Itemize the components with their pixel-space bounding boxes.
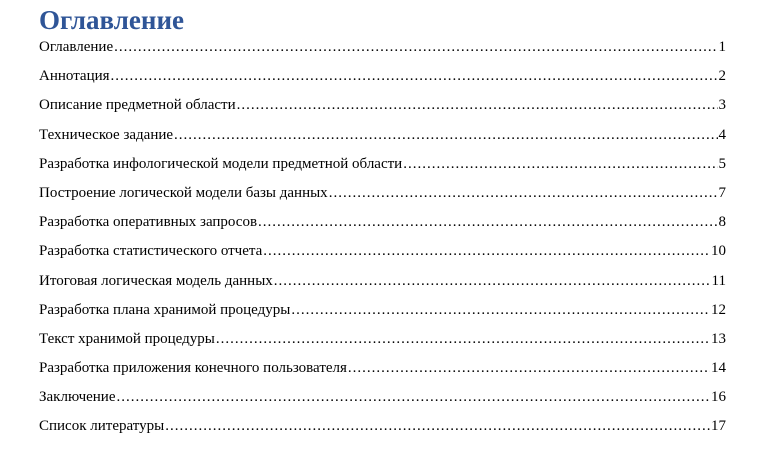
toc-dot-leader: [291, 300, 710, 320]
toc-dot-leader: [165, 416, 710, 436]
toc-page-number: 2: [718, 68, 726, 85]
toc-entry-title: Оглавление: [39, 39, 114, 55]
toc-page-number: 12: [711, 301, 726, 318]
toc-page-number: 13: [711, 330, 726, 347]
toc-entry[interactable]: [39, 125, 726, 154]
toc-entry[interactable]: [39, 416, 726, 445]
toc-page-number: 4: [718, 126, 726, 143]
toc-dot-leader: [274, 271, 711, 291]
toc-entry[interactable]: [39, 212, 726, 241]
toc-entry-title: Текст хранимой процедуры: [39, 330, 215, 347]
toc-page-number: 16: [711, 389, 726, 406]
toc-page-number: 14: [711, 360, 726, 377]
toc-entry-title: Аннотация: [39, 68, 110, 85]
toc-entry-title: Описание предметной области: [39, 97, 236, 114]
toc-entry-title: Разработка статистического отчета: [39, 243, 263, 260]
toc-entry-title: Заключение: [39, 389, 116, 406]
toc-list: [39, 37, 726, 446]
toc-dot-leader: [348, 358, 710, 378]
toc-entry-title: Разработка оперативных запросов: [39, 214, 258, 231]
toc-dot-leader: [263, 241, 710, 261]
toc-dot-leader: [258, 212, 717, 232]
toc-entry[interactable]: [39, 37, 726, 66]
toc-entry[interactable]: [39, 66, 726, 95]
toc-entry-title: Разработка приложения конечного пользователя: [39, 360, 347, 377]
toc-page-number: 1: [718, 39, 726, 55]
toc-dot-leader: [403, 154, 717, 174]
toc-dot-leader: [237, 95, 718, 115]
toc-dot-leader: [111, 66, 718, 86]
toc-dot-leader: [114, 37, 717, 57]
toc-page-number: 17: [711, 418, 726, 435]
toc-dot-leader: [329, 183, 718, 203]
toc-page-number: 3: [718, 97, 726, 114]
toc-dot-leader: [216, 329, 710, 349]
toc-page-number: 8: [718, 214, 726, 231]
toc-entry-title: Построение логической модели базы данных: [39, 184, 328, 201]
toc-entry-title: Техническое задание: [39, 126, 174, 143]
toc-entry-title: Итоговая логическая модель данных: [39, 272, 273, 289]
toc-entry-title: Список литературы: [39, 418, 165, 435]
toc-entry[interactable]: [39, 300, 726, 329]
toc-entry-title: Разработка инфологической модели предметной области: [39, 155, 403, 172]
toc-dot-leader: [117, 387, 711, 407]
toc-entry-title: Разработка плана хранимой процедуры: [39, 301, 291, 318]
toc-dot-leader: [174, 125, 717, 145]
toc-page-number: 10: [711, 243, 726, 260]
toc-entry[interactable]: [39, 183, 726, 212]
toc-page-number: 7: [718, 184, 726, 201]
toc-heading: Оглавление: [39, 5, 184, 35]
toc-entry[interactable]: [39, 358, 726, 387]
toc-entry[interactable]: [39, 154, 726, 183]
toc-entry[interactable]: [39, 387, 726, 416]
toc-page-number: 11: [711, 272, 726, 289]
toc-page-number: 5: [718, 155, 726, 172]
toc-entry[interactable]: [39, 95, 726, 124]
toc-entry[interactable]: [39, 241, 726, 270]
toc-entry[interactable]: [39, 329, 726, 358]
toc-entry[interactable]: [39, 271, 726, 300]
